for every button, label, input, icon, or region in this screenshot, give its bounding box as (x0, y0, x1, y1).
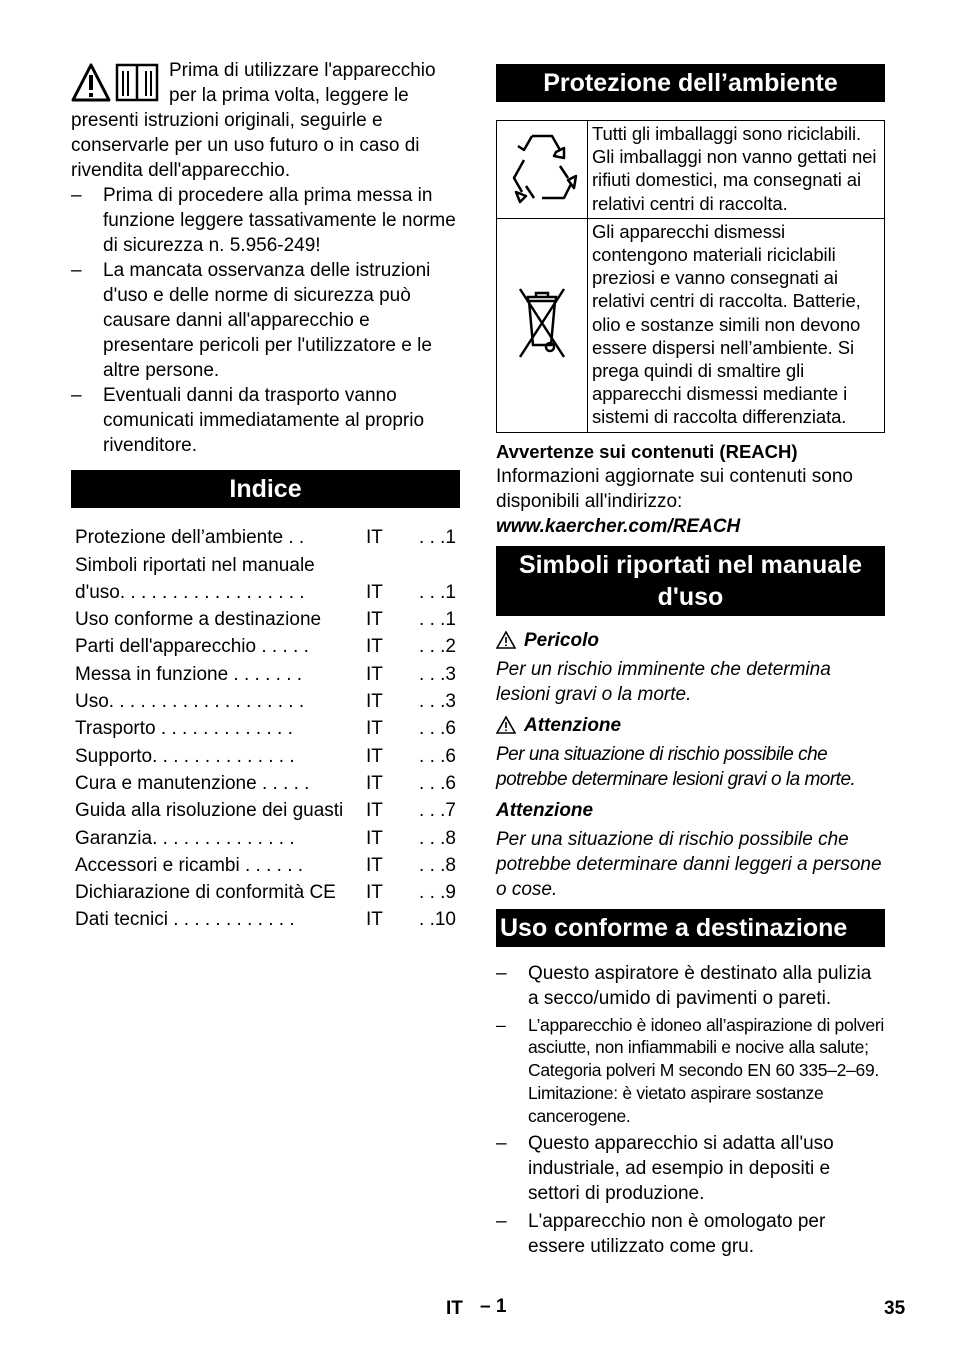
toc-row[interactable]: Uso. . . . . . . . . . . . . . . . . . . IT . . .3 (75, 691, 456, 713)
disposal-cell (497, 218, 588, 432)
footer-section-page: – 1 (480, 1296, 507, 1317)
toc-row[interactable]: Garanzia. . . . . . . . . . . . . . IT . . .8 (75, 827, 456, 849)
danger-title: Pericolo (524, 629, 599, 651)
manual-book-icon (115, 62, 159, 104)
intro-text: Prima di utilizzare l'apparecchio per la prima volta, leggere le presenti istruzioni originali, seguirle e conservarle per un uso futuro o in caso di rivendita dell'apparecchio. (71, 60, 436, 181)
toc-table (71, 522, 460, 931)
symbols-heading: Simboli riportati nel manuale d'uso (496, 546, 885, 616)
intro-list (71, 183, 460, 458)
recycle-cell (497, 121, 588, 219)
toc-row[interactable]: Uso conforme a destinazione IT . . .1 (75, 609, 456, 631)
footer-language: IT (446, 1298, 463, 1319)
list-item: – Questo apparecchio si adatta all'uso industriale, ad esempio in depositi e settori di produzione. (496, 1131, 885, 1206)
reach-text: Informazioni aggiornate sui contenuti sono disponibili all'indirizzo: (496, 465, 854, 512)
warning-title-row (496, 713, 885, 738)
intro-paragraph (71, 58, 460, 183)
toc-row[interactable]: Guida alla risoluzione dei guasti IT . . .7 (75, 800, 456, 822)
intended-use-heading: Uso conforme a destinazione (496, 909, 885, 947)
toc-row[interactable]: Parti dell'apparecchio . . . . . IT . . .2 (75, 636, 456, 658)
packaging-text: Tutti gli imballaggi sono riciclabili. Gli imballaggi non vanno gettati nei rifiuti domestici, ma consegnati ai relativi centri di raccolta. (588, 121, 885, 219)
warning-triangle-icon (496, 716, 516, 734)
recycle-icon (504, 126, 580, 208)
left-column (71, 58, 460, 931)
right-column (496, 64, 885, 1259)
list-item: – La mancata osservanza delle istruzioni d'uso e delle norme di sicurezza può causare danni all'apparecchio e presentare pericoli per l'utilizzatore e le altre persone. (71, 258, 460, 383)
toc-heading: Indice (71, 470, 460, 508)
list-item: – Questo aspiratore è destinato alla pulizia a secco/umido di pavimenti o pareti. (496, 961, 885, 1011)
table-row (497, 121, 885, 219)
warning-triangle-icon (496, 631, 516, 649)
toc-row[interactable]: Dichiarazione di conformità CE IT . . .9 (75, 882, 456, 904)
toc-row[interactable]: Supporto. . . . . . . . . . . . . . IT . . .6 (75, 745, 456, 767)
caution-title: Attenzione (496, 799, 594, 821)
disposal-text: Gli apparecchi dismessi contengono materiali riciclabili preziosi e vanno consegnati ai relativi centri di raccolta. Batterie, olio e sostanze simili non devono essere dispersi nell’ambiente. Si prega quindi di smaltire gli apparecchi dismessi mediante i sistemi di raccolta differenziata. (588, 218, 885, 432)
list-item: – L’apparecchio è idoneo all’aspirazione di polveri asciutte, non infiammabili e nocive alla salute; Categoria polveri M secondo EN 60 335–2–69. Limitazione: è vietato aspirare sostanze cancerogene. (496, 1014, 885, 1128)
warning-triangle-icon (71, 62, 111, 104)
environment-heading: Protezione dell’ambiente (496, 64, 885, 102)
danger-text: Per un rischio imminente che determina lesioni gravi o la morte. (496, 658, 831, 705)
reach-link[interactable]: www.kaercher.com/REACH (496, 515, 741, 537)
warning-title: Attenzione (524, 714, 622, 736)
list-item: – Prima di procedere alla prima messa in funzione leggere tassativamente le norme di sicurezza n. 5.956-249! (71, 183, 460, 258)
warning-text: Per una situazione di rischio possibile che potrebbe determinare lesioni gravi o la morte. (496, 743, 856, 790)
toc-row[interactable]: Protezione dell’ambiente . . IT . . .1 (75, 527, 456, 549)
toc-row[interactable]: Trasporto . . . . . . . . . . . . . IT . . .6 (75, 718, 456, 740)
danger-title-row (496, 628, 885, 653)
toc-row[interactable]: Simboli riportati nel manuale (75, 554, 315, 576)
toc-row[interactable]: Cura e manutenzione . . . . . IT . . .6 (75, 772, 456, 794)
reach-title: Avvertenze sui contenuti (REACH) (496, 440, 798, 462)
table-row (497, 218, 885, 432)
intended-use-list (496, 961, 885, 1259)
toc-row[interactable]: Messa in funzione . . . . . . . IT . . .3 (75, 663, 456, 685)
list-item: – Eventuali danni da trasporto vanno comunicati immediatamente al proprio rivenditore. (71, 383, 460, 458)
toc-row[interactable]: Accessori e ricambi . . . . . . IT . . .8 (75, 854, 456, 876)
intro-icons (71, 62, 161, 108)
crossed-bin-icon (514, 283, 570, 363)
toc-row[interactable]: d'uso. . . . . . . . . . . . . . . . . . IT . . .1 (75, 581, 456, 603)
page-number: 35 (884, 1298, 906, 1319)
caution-text: Per una situazione di rischio possibile che potrebbe determinare danni leggeri a persone o cose. (496, 828, 882, 900)
toc-row[interactable]: Dati tecnici . . . . . . . . . . . . IT . .10 (75, 909, 456, 931)
environment-table (496, 120, 885, 433)
list-item: – L'apparecchio non è omologato per essere utilizzato come gru. (496, 1209, 885, 1259)
